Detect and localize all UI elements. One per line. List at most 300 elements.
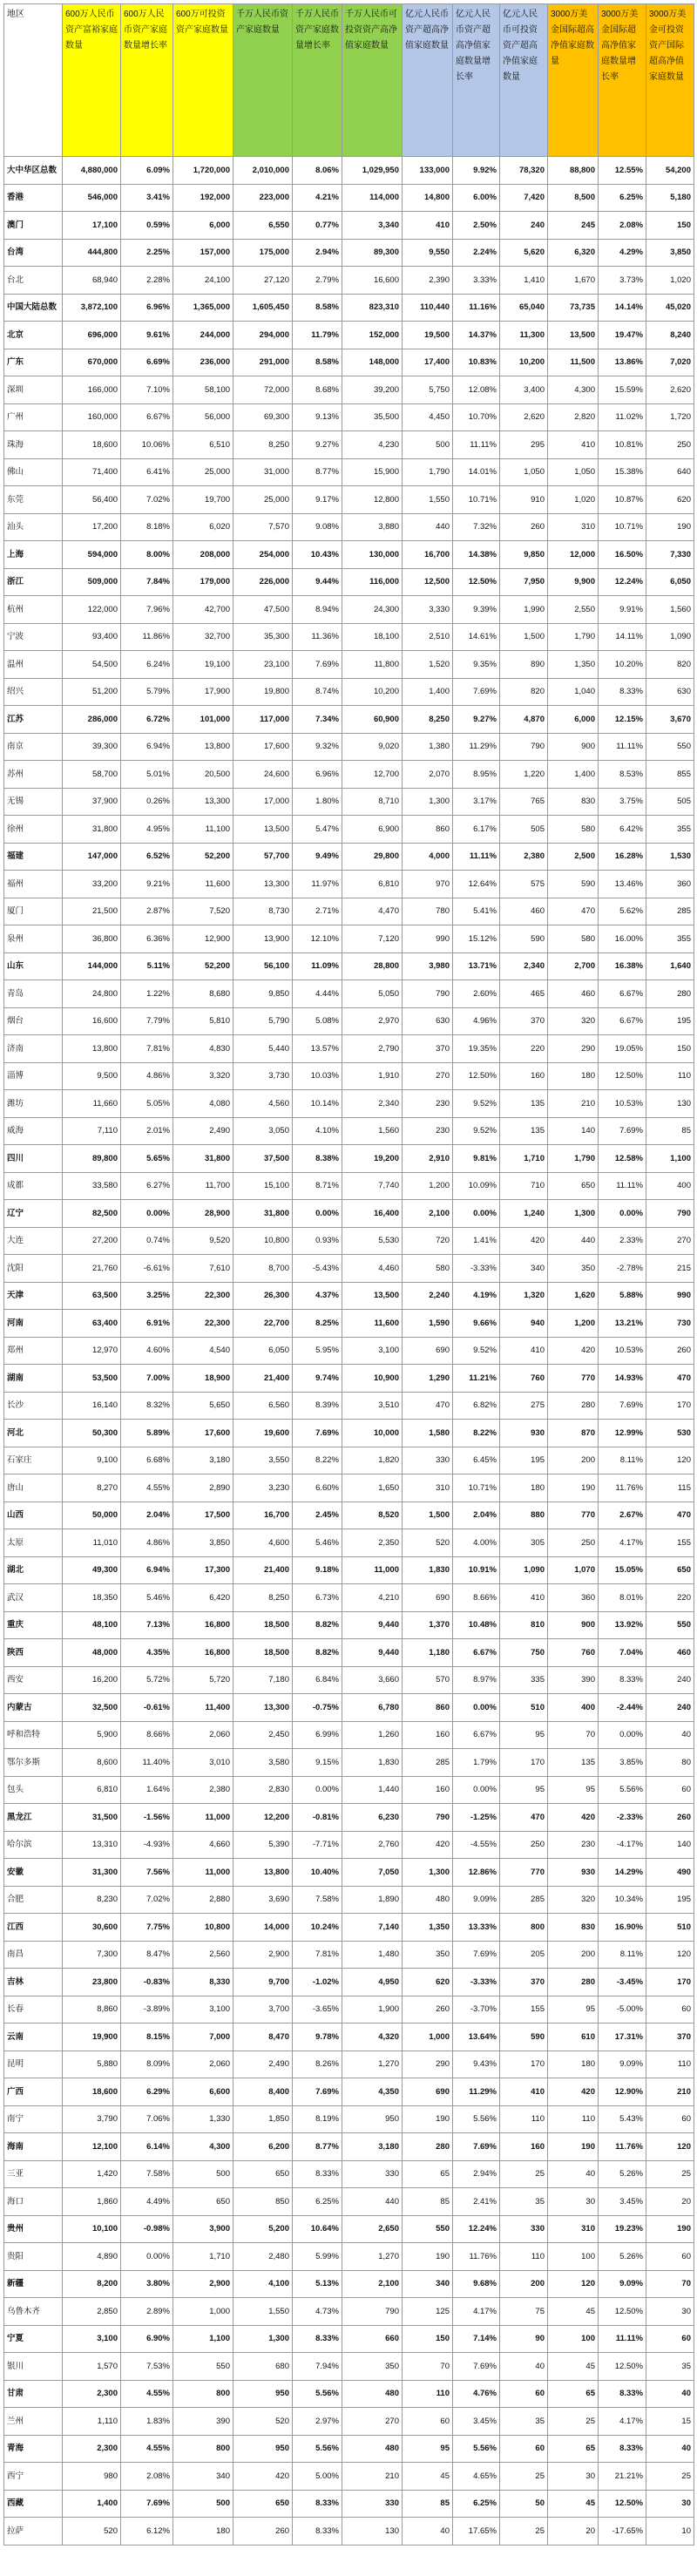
- table-cell: 4.76%: [453, 2380, 500, 2408]
- table-cell: 9.68%: [453, 2270, 500, 2298]
- table-cell: 1,720,000: [173, 157, 233, 185]
- table-cell: 110: [548, 2105, 599, 2133]
- table-cell: 280: [646, 980, 694, 1008]
- table-cell: 990: [646, 1282, 694, 1310]
- table-cell: 2.28%: [121, 267, 173, 295]
- table-cell: 18,500: [233, 1611, 293, 1639]
- table-cell: 12,800: [342, 486, 403, 514]
- table-cell: 1,620: [548, 1282, 599, 1310]
- table-cell: 1,550: [403, 486, 453, 514]
- table-cell: 5.47%: [293, 816, 342, 844]
- table-cell: 400: [548, 1694, 599, 1722]
- table-cell: 1,300: [233, 2325, 293, 2353]
- table-cell: 4.86%: [121, 1062, 173, 1090]
- table-cell: 89,800: [63, 1145, 121, 1173]
- table-cell: 2,390: [403, 267, 453, 295]
- table-cell: 10: [646, 2518, 694, 2545]
- table-row: [4, 2078, 694, 2106]
- table-cell: 940: [500, 1310, 548, 1338]
- table-cell: 8.25%: [293, 1310, 342, 1338]
- table-cell: 320: [548, 1886, 599, 1914]
- table-row: [4, 376, 694, 404]
- table-cell: 4,870: [500, 706, 548, 734]
- table-cell: 236,000: [173, 349, 233, 376]
- table-cell: 7.02%: [121, 1886, 173, 1914]
- table-cell: 11,800: [342, 651, 403, 679]
- table-cell: 444,800: [63, 239, 121, 267]
- table-cell: 12.10%: [293, 925, 342, 953]
- table-cell: 130,000: [342, 541, 403, 569]
- region-name: 成都: [4, 1172, 63, 1200]
- table-cell: 690: [403, 2078, 453, 2106]
- table-cell: 855: [646, 761, 694, 789]
- table-cell: 7.69%: [121, 2490, 173, 2518]
- table-cell: 6.68%: [121, 1447, 173, 1474]
- table-cell: 69,300: [233, 403, 293, 431]
- table-cell: 340: [500, 1255, 548, 1283]
- table-cell: 45: [548, 2298, 599, 2326]
- table-cell: 410: [500, 2078, 548, 2106]
- table-cell: 4.00%: [453, 1529, 500, 1557]
- table-row: [4, 294, 694, 322]
- table-cell: 5,750: [403, 376, 453, 404]
- table-cell: 305: [500, 1529, 548, 1557]
- table-cell: 16.00%: [599, 925, 646, 953]
- table-cell: 7.84%: [121, 568, 173, 596]
- table-cell: 294,000: [233, 322, 293, 349]
- table-row: [4, 1007, 694, 1035]
- table-cell: 180: [173, 2518, 233, 2545]
- table-cell: 480: [342, 2380, 403, 2408]
- table-cell: 40: [646, 2380, 694, 2408]
- table-cell: 1,300: [548, 1200, 599, 1228]
- table-cell: 500: [403, 431, 453, 459]
- table-cell: 50,300: [63, 1420, 121, 1447]
- table-cell: 3.85%: [599, 1749, 646, 1777]
- table-cell: 1,290: [403, 1365, 453, 1393]
- table-cell: 4.95%: [121, 816, 173, 844]
- table-row: [4, 1310, 694, 1338]
- table-cell: 4,230: [342, 431, 403, 459]
- table-cell: 3,872,100: [63, 294, 121, 322]
- table-cell: 9.49%: [293, 843, 342, 871]
- table-cell: 19.05%: [599, 1035, 646, 1063]
- table-cell: 510: [646, 1914, 694, 1942]
- table-cell: 2,910: [403, 1145, 453, 1173]
- table-cell: 5.46%: [121, 1584, 173, 1612]
- table-cell: 800: [173, 2380, 233, 2408]
- table-cell: 530: [646, 1420, 694, 1447]
- table-cell: 3,330: [403, 596, 453, 624]
- table-cell: 2,350: [342, 1529, 403, 1557]
- table-cell: 210: [342, 2463, 403, 2491]
- table-cell: 33,580: [63, 1172, 121, 1200]
- table-cell: 7,740: [342, 1172, 403, 1200]
- table-cell: 14.37%: [453, 322, 500, 349]
- table-cell: 6,230: [342, 1804, 403, 1832]
- table-cell: 4.55%: [121, 1474, 173, 1502]
- table-cell: 17,900: [173, 678, 233, 706]
- table-cell: 509,000: [63, 568, 121, 596]
- table-cell: 1,605,450: [233, 294, 293, 322]
- table-cell: 40: [548, 2160, 599, 2188]
- table-cell: 5,530: [342, 1227, 403, 1255]
- table-cell: 19,900: [63, 2024, 121, 2051]
- table-cell: 9,850: [500, 541, 548, 569]
- table-row: [4, 2160, 694, 2188]
- table-cell: 25: [646, 2160, 694, 2188]
- table-cell: 195: [646, 1886, 694, 1914]
- table-cell: 8,470: [233, 2024, 293, 2051]
- table-cell: 860: [403, 1694, 453, 1722]
- table-cell: 135: [548, 1749, 599, 1777]
- table-cell: 2,650: [342, 2215, 403, 2243]
- table-cell: 320: [548, 1007, 599, 1035]
- table-cell: 11,000: [173, 1859, 233, 1887]
- table-row: [4, 1392, 694, 1420]
- table-cell: -5.43%: [293, 1255, 342, 1283]
- table-cell: 16,140: [63, 1392, 121, 1420]
- table-cell: 8.82%: [293, 1639, 342, 1667]
- table-cell: 4,000: [403, 843, 453, 871]
- table-cell: 390: [173, 2408, 233, 2436]
- table-cell: 2,850: [63, 2298, 121, 2326]
- table-cell: 7,020: [646, 349, 694, 376]
- table-cell: 20: [646, 2188, 694, 2216]
- table-cell: 1,990: [500, 596, 548, 624]
- table-cell: 9.52%: [453, 1337, 500, 1365]
- table-cell: 190: [403, 2105, 453, 2133]
- table-row: [4, 871, 694, 898]
- table-cell: 3,180: [173, 1447, 233, 1474]
- table-row: [4, 1200, 694, 1228]
- table-cell: 150: [646, 1035, 694, 1063]
- table-cell: 68,940: [63, 267, 121, 295]
- table-cell: 590: [500, 925, 548, 953]
- table-cell: 26,300: [233, 1282, 293, 1310]
- table-cell: 140: [548, 1117, 599, 1145]
- table-cell: 2,490: [173, 1117, 233, 1145]
- table-cell: 4,450: [403, 403, 453, 431]
- table-row: [4, 788, 694, 816]
- table-cell: 5.26%: [599, 2243, 646, 2271]
- table-row: [4, 596, 694, 624]
- table-cell: 4,460: [342, 1255, 403, 1283]
- table-cell: 42,700: [173, 596, 233, 624]
- table-cell: 275: [500, 1392, 548, 1420]
- table-cell: 3,320: [173, 1062, 233, 1090]
- table-cell: 10.14%: [293, 1090, 342, 1118]
- table-cell: 17,000: [233, 788, 293, 816]
- table-cell: 470: [646, 1502, 694, 1529]
- region-name: 武汉: [4, 1584, 63, 1612]
- table-row: [4, 651, 694, 679]
- table-cell: 0.93%: [293, 1227, 342, 1255]
- table-cell: 14,800: [403, 184, 453, 212]
- table-cell: 12,970: [63, 1337, 121, 1365]
- table-cell: 28,900: [173, 1200, 233, 1228]
- table-cell: 350: [342, 2353, 403, 2381]
- table-cell: 870: [548, 1420, 599, 1447]
- table-cell: 8.97%: [453, 1666, 500, 1694]
- table-cell: 30: [548, 2463, 599, 2491]
- table-cell: 11.11%: [453, 843, 500, 871]
- table-cell: 1.22%: [121, 980, 173, 1008]
- region-name: 澳门: [4, 212, 63, 240]
- table-cell: 1,050: [500, 458, 548, 486]
- table-cell: 11.16%: [453, 294, 500, 322]
- table-cell: 6.42%: [599, 816, 646, 844]
- table-cell: 1,090: [646, 623, 694, 651]
- region-name: 南宁: [4, 2105, 63, 2133]
- table-cell: 8.47%: [121, 1941, 173, 1969]
- table-cell: 1,180: [403, 1639, 453, 1667]
- table-cell: 8,230: [63, 1886, 121, 1914]
- table-cell: 500: [173, 2160, 233, 2188]
- table-cell: 4.44%: [293, 980, 342, 1008]
- table-cell: 60: [500, 2380, 548, 2408]
- table-cell: 120: [646, 1941, 694, 1969]
- table-cell: 2,760: [342, 1831, 403, 1859]
- table-cell: 13,300: [233, 1694, 293, 1722]
- table-cell: 5.11%: [121, 952, 173, 980]
- region-name: 珠海: [4, 431, 63, 459]
- table-cell: 2.01%: [121, 1117, 173, 1145]
- table-cell: 7.69%: [453, 678, 500, 706]
- column-header: 3000万美金国际超高净值家庭数量增长率: [599, 4, 646, 157]
- table-cell: 8.33%: [599, 1666, 646, 1694]
- table-cell: 1.41%: [453, 1227, 500, 1255]
- table-cell: 420: [500, 1227, 548, 1255]
- table-cell: 8.15%: [121, 2024, 173, 2051]
- region-name: 长春: [4, 1996, 63, 2024]
- table-row: [4, 2325, 694, 2353]
- table-cell: 208,000: [173, 541, 233, 569]
- table-cell: 260: [233, 2518, 293, 2545]
- table-cell: 0.00%: [121, 2243, 173, 2271]
- table-cell: 8.06%: [293, 157, 342, 185]
- table-cell: 9,550: [403, 239, 453, 267]
- table-cell: 1,260: [342, 1721, 403, 1749]
- table-cell: 900: [548, 733, 599, 761]
- table-row: [4, 2408, 694, 2436]
- table-cell: 35: [500, 2188, 548, 2216]
- table-row: [4, 486, 694, 514]
- table-cell: 17,100: [63, 212, 121, 240]
- table-cell: 8.18%: [121, 513, 173, 541]
- table-cell: 8.66%: [121, 1721, 173, 1749]
- table-cell: 335: [500, 1666, 548, 1694]
- table-cell: 65: [548, 2380, 599, 2408]
- table-cell: 12.24%: [453, 2215, 500, 2243]
- table-cell: 9.78%: [293, 2024, 342, 2051]
- table-cell: 2.97%: [293, 2408, 342, 2436]
- table-cell: 0.77%: [293, 212, 342, 240]
- table-cell: 6.25%: [293, 2188, 342, 2216]
- table-cell: 5,390: [233, 1831, 293, 1859]
- table-body: [4, 157, 694, 2545]
- table-cell: 3.45%: [453, 2408, 500, 2436]
- table-row: [4, 1584, 694, 1612]
- table-cell: 60: [646, 1776, 694, 1804]
- table-cell: 3,340: [342, 212, 403, 240]
- table-cell: -7.71%: [293, 1831, 342, 1859]
- table-cell: 8.95%: [453, 761, 500, 789]
- table-cell: 3,100: [63, 2325, 121, 2353]
- table-cell: 9.09%: [599, 2051, 646, 2078]
- table-cell: 230: [403, 1117, 453, 1145]
- table-cell: 9.91%: [599, 596, 646, 624]
- table-cell: 11.79%: [293, 322, 342, 349]
- table-cell: 460: [646, 1639, 694, 1667]
- table-cell: 17,400: [403, 349, 453, 376]
- table-cell: 8,500: [548, 184, 599, 212]
- table-cell: 696,000: [63, 322, 121, 349]
- table-cell: 8.01%: [599, 1584, 646, 1612]
- table-cell: 9.92%: [453, 157, 500, 185]
- table-cell: 2,790: [342, 1035, 403, 1063]
- table-cell: 5,050: [342, 980, 403, 1008]
- region-name: 四川: [4, 1145, 63, 1173]
- table-cell: 8,400: [233, 2078, 293, 2106]
- region-name: 三亚: [4, 2160, 63, 2188]
- table-row: [4, 2353, 694, 2381]
- table-cell: 17,300: [173, 1556, 233, 1584]
- table-cell: 6.94%: [121, 1556, 173, 1584]
- table-cell: 9.74%: [293, 1365, 342, 1393]
- table-cell: 11,700: [173, 1172, 233, 1200]
- table-cell: 155: [646, 1529, 694, 1557]
- table-row: [4, 1282, 694, 1310]
- table-cell: 1,790: [548, 1145, 599, 1173]
- table-cell: 51,200: [63, 678, 121, 706]
- table-cell: 35: [500, 2408, 548, 2436]
- table-cell: 3.17%: [453, 788, 500, 816]
- table-cell: 155: [500, 1996, 548, 2024]
- table-cell: 1,020: [548, 486, 599, 514]
- table-cell: 16.38%: [599, 952, 646, 980]
- table-cell: 12,700: [342, 761, 403, 789]
- table-cell: 400: [646, 1172, 694, 1200]
- table-row: [4, 2215, 694, 2243]
- column-header: 亿元人民币资产超高净值家庭数量: [403, 4, 453, 157]
- table-cell: -0.81%: [293, 1804, 342, 1832]
- region-name: 唐山: [4, 1474, 63, 1502]
- table-cell: 19,800: [233, 678, 293, 706]
- region-name: 长沙: [4, 1392, 63, 1420]
- region-name: 南昌: [4, 1941, 63, 1969]
- table-cell: 150: [403, 2325, 453, 2353]
- table-cell: 7.69%: [293, 2078, 342, 2106]
- table-cell: 575: [500, 871, 548, 898]
- table-cell: 2,380: [173, 1776, 233, 1804]
- table-cell: 330: [342, 2490, 403, 2518]
- table-cell: 205: [500, 1941, 548, 1969]
- table-cell: 6.45%: [453, 1447, 500, 1474]
- table-cell: 620: [646, 486, 694, 514]
- table-row: [4, 1721, 694, 1749]
- region-name: 包头: [4, 1776, 63, 1804]
- table-cell: 240: [646, 1694, 694, 1722]
- table-cell: 550: [173, 2353, 233, 2381]
- table-cell: 8.58%: [293, 294, 342, 322]
- table-cell: 3,850: [646, 239, 694, 267]
- region-name: 福州: [4, 871, 63, 898]
- table-cell: 8,200: [63, 2270, 121, 2298]
- table-cell: 4,300: [548, 376, 599, 404]
- table-row: [4, 1776, 694, 1804]
- table-cell: 21,760: [63, 1255, 121, 1283]
- table-cell: 6.09%: [121, 157, 173, 185]
- table-cell: 590: [548, 871, 599, 898]
- region-name: 台北: [4, 267, 63, 295]
- table-cell: 1,090: [500, 1556, 548, 1584]
- table-cell: 9.09%: [453, 1886, 500, 1914]
- table-row: [4, 1227, 694, 1255]
- table-cell: 2,300: [63, 2380, 121, 2408]
- table-cell: 24,100: [173, 267, 233, 295]
- table-cell: 8.22%: [453, 1420, 500, 1447]
- table-cell: 40: [500, 2353, 548, 2381]
- table-cell: 1,590: [403, 1310, 453, 1338]
- table-cell: 12,500: [403, 568, 453, 596]
- table-cell: 12.50%: [599, 2298, 646, 2326]
- table-cell: 1,640: [646, 952, 694, 980]
- table-cell: 8.33%: [599, 678, 646, 706]
- table-cell: -2.33%: [599, 1804, 646, 1832]
- table-cell: 12.50%: [453, 568, 500, 596]
- table-cell: 9,850: [233, 980, 293, 1008]
- table-cell: 8.33%: [293, 2325, 342, 2353]
- table-cell: 0.00%: [599, 1721, 646, 1749]
- table-cell: 930: [500, 1420, 548, 1447]
- table-cell: 10,900: [342, 1365, 403, 1393]
- table-cell: 550: [403, 2215, 453, 2243]
- table-cell: 990: [403, 925, 453, 953]
- table-cell: 7,420: [500, 184, 548, 212]
- region-name: 青岛: [4, 980, 63, 1008]
- table-row: [4, 2243, 694, 2271]
- table-cell: 120: [646, 2133, 694, 2161]
- table-cell: 1,330: [173, 2105, 233, 2133]
- table-cell: 790: [342, 2298, 403, 2326]
- table-cell: 114,000: [342, 184, 403, 212]
- table-cell: 8.77%: [293, 458, 342, 486]
- table-cell: -6.61%: [121, 1255, 173, 1283]
- table-header: [4, 4, 694, 157]
- table-cell: 2,880: [173, 1886, 233, 1914]
- table-cell: 5.56%: [453, 2105, 500, 2133]
- table-cell: 170: [646, 1969, 694, 1996]
- table-cell: 2.33%: [599, 1227, 646, 1255]
- table-cell: 1,070: [548, 1556, 599, 1584]
- table-cell: 8.33%: [293, 2490, 342, 2518]
- table-cell: 54,200: [646, 157, 694, 185]
- table-cell: 190: [646, 2215, 694, 2243]
- table-cell: 0.74%: [121, 1227, 173, 1255]
- table-row: [4, 349, 694, 376]
- table-cell: 690: [403, 1584, 453, 1612]
- region-name: 呼和浩特: [4, 1721, 63, 1749]
- table-cell: 6.60%: [293, 1474, 342, 1502]
- table-cell: 11.11%: [453, 431, 500, 459]
- table-cell: 8.82%: [293, 1611, 342, 1639]
- table-cell: 2.94%: [453, 2160, 500, 2188]
- table-cell: 4,600: [233, 1529, 293, 1557]
- table-cell: 9.66%: [453, 1310, 500, 1338]
- region-name: 大连: [4, 1227, 63, 1255]
- header-region: 地区: [4, 4, 63, 157]
